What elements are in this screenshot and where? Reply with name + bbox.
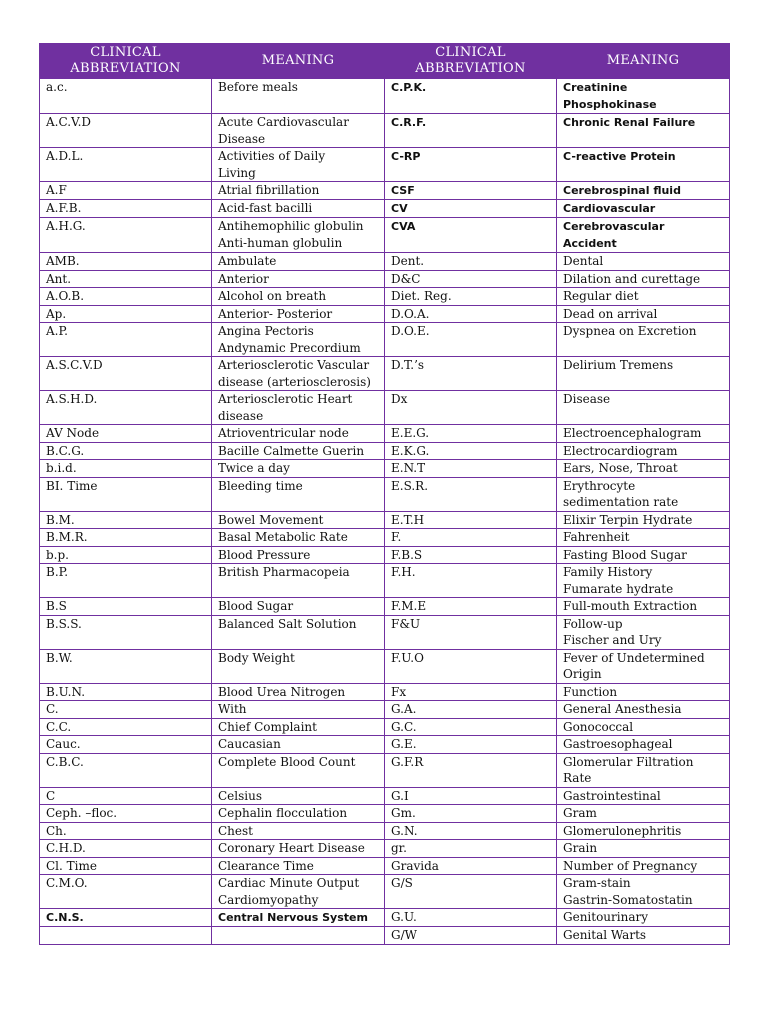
abbreviation-right-cell: gr. (385, 840, 557, 858)
meaning-right-cell: Disease (557, 391, 730, 425)
table-row (40, 218, 730, 253)
abbreviation-right-cell: F.B.S (385, 546, 557, 564)
meaning-left-cell: Bowel Movement (212, 511, 385, 529)
meaning-left-cell: Chest (212, 822, 385, 840)
meaning-right-cell: Dead on arrival (557, 305, 730, 323)
abbreviation-left-cell: B.W. (40, 649, 212, 683)
abbreviation-right-cell: G.E. (385, 736, 557, 754)
abbreviation-right-cell: C.R.F. (385, 114, 557, 148)
abbreviation-right-cell: F&U (385, 615, 557, 649)
abbreviation-left-cell: Ant. (40, 270, 212, 288)
meaning-left-cell: Acid-fast bacilli (212, 200, 385, 218)
abbreviation-table (39, 43, 730, 945)
abbreviation-left-cell: C. (40, 701, 212, 719)
table-row (40, 425, 730, 443)
meaning-right-cell: Grain (557, 840, 730, 858)
meaning-left-cell: Activities of Daily Living (212, 148, 385, 182)
table-row (40, 288, 730, 306)
abbreviation-page (39, 43, 729, 945)
abbreviation-right-cell: Dent. (385, 253, 557, 271)
table-row (40, 148, 730, 182)
abbreviation-right-cell: G.U. (385, 909, 557, 927)
meaning-left-cell: Before meals (212, 79, 385, 114)
table-row (40, 442, 730, 460)
abbreviation-right-cell: G.N. (385, 822, 557, 840)
abbreviation-left-cell: A.F (40, 182, 212, 200)
meaning-left-cell: Blood Urea Nitrogen (212, 683, 385, 701)
meaning-right-cell: Gastrointestinal (557, 787, 730, 805)
table-row (40, 323, 730, 357)
abbreviation-right-cell: E.N.T (385, 460, 557, 478)
abbreviation-right-cell: F.U.O (385, 649, 557, 683)
meaning-right-cell: Gonococcal (557, 718, 730, 736)
meaning-right-cell: Full-mouth Extraction (557, 598, 730, 616)
meaning-right-cell: Genital Warts (557, 927, 730, 945)
abbreviation-left-cell: Cl. Time (40, 857, 212, 875)
meaning-left-cell: Alcohol on breath (212, 288, 385, 306)
table-row (40, 701, 730, 719)
meaning-right-cell: Dental (557, 253, 730, 271)
table-row (40, 477, 730, 511)
header-abbreviation-left: CLINICAL ABBREVIATION (40, 44, 212, 79)
meaning-right-cell: Gram (557, 805, 730, 823)
meaning-left-cell: British Pharmacopeia (212, 564, 385, 598)
meaning-right-cell: Regular diet (557, 288, 730, 306)
meaning-right-cell: Number of Pregnancy (557, 857, 730, 875)
abbreviation-left-cell: B.C.G. (40, 442, 212, 460)
meaning-left-cell: Central Nervous System (212, 909, 385, 927)
abbreviation-left-cell: B.S (40, 598, 212, 616)
abbreviation-right-cell: D&C (385, 270, 557, 288)
table-row (40, 909, 730, 927)
meaning-left-cell: Coronary Heart Disease (212, 840, 385, 858)
header-meaning-left: MEANING (212, 44, 385, 79)
abbreviation-left-cell: BI. Time (40, 477, 212, 511)
abbreviation-left-cell: C.M.O. (40, 875, 212, 909)
meaning-right-cell: Gastroesophageal (557, 736, 730, 754)
abbreviation-right-cell: G.I (385, 787, 557, 805)
abbreviation-right-cell: Fx (385, 683, 557, 701)
meaning-left-cell: Arteriosclerotic Heart disease (212, 391, 385, 425)
meaning-right-cell: Fasting Blood Sugar (557, 546, 730, 564)
abbreviation-right-cell: Gm. (385, 805, 557, 823)
table-row (40, 649, 730, 683)
meaning-left-cell: Basal Metabolic Rate (212, 529, 385, 547)
table-row (40, 182, 730, 200)
abbreviation-left-cell: AMB. (40, 253, 212, 271)
meaning-right-cell: Genitourinary (557, 909, 730, 927)
meaning-right-cell: Electrocardiogram (557, 442, 730, 460)
abbreviation-left-cell: A.C.V.D (40, 114, 212, 148)
meaning-left-cell: Caucasian (212, 736, 385, 754)
meaning-right-cell: Chronic Renal Failure (557, 114, 730, 148)
meaning-right-cell: C-reactive Protein (557, 148, 730, 182)
abbreviation-left-cell: C.H.D. (40, 840, 212, 858)
abbreviation-left-cell: b.p. (40, 546, 212, 564)
meaning-right-cell: Fahrenheit (557, 529, 730, 547)
meaning-left-cell: Celsius (212, 787, 385, 805)
meaning-left-cell: Bacille Calmette Guerin (212, 442, 385, 460)
table-row (40, 511, 730, 529)
abbreviation-right-cell: Dx (385, 391, 557, 425)
meaning-left-cell: Clearance Time (212, 857, 385, 875)
abbreviation-right-cell: F.M.E (385, 598, 557, 616)
abbreviation-left-cell: C (40, 787, 212, 805)
meaning-left-cell: Atrioventricular node (212, 425, 385, 443)
abbreviation-right-cell: E.T.H (385, 511, 557, 529)
meaning-right-cell: Ears, Nose, Throat (557, 460, 730, 478)
meaning-right-cell: Cerebrospinal fluid (557, 182, 730, 200)
meaning-left-cell: With (212, 701, 385, 719)
abbreviation-right-cell: G/S (385, 875, 557, 909)
abbreviation-left-cell: C.B.C. (40, 753, 212, 787)
abbreviation-left-cell: Cauc. (40, 736, 212, 754)
table-row (40, 805, 730, 823)
abbreviation-left-cell: B.U.N. (40, 683, 212, 701)
meaning-left-cell: Blood Pressure (212, 546, 385, 564)
meaning-right-cell: Dyspnea on Excretion (557, 323, 730, 357)
header-abbreviation-right: CLINICAL ABBREVIATION (385, 44, 557, 79)
meaning-left-cell: Body Weight (212, 649, 385, 683)
table-row (40, 822, 730, 840)
meaning-left-cell: Atrial fibrillation (212, 182, 385, 200)
table-row (40, 546, 730, 564)
table-header-row (40, 44, 730, 79)
abbreviation-right-cell: G/W (385, 927, 557, 945)
table-row (40, 529, 730, 547)
meaning-right-cell: Glomerulonephritis (557, 822, 730, 840)
table-row (40, 615, 730, 649)
table-row (40, 270, 730, 288)
abbreviation-left-cell (40, 927, 212, 945)
abbreviation-left-cell: A.P. (40, 323, 212, 357)
abbreviation-right-cell: G.F.R (385, 753, 557, 787)
meaning-right-cell: Delirium Tremens (557, 357, 730, 391)
abbreviation-right-cell: F.H. (385, 564, 557, 598)
abbreviation-left-cell: b.i.d. (40, 460, 212, 478)
abbreviation-right-cell: Gravida (385, 857, 557, 875)
table-row (40, 683, 730, 701)
meaning-right-cell: Function (557, 683, 730, 701)
abbreviation-left-cell: A.D.L. (40, 148, 212, 182)
meaning-right-cell: General Anesthesia (557, 701, 730, 719)
table-row (40, 114, 730, 148)
abbreviation-right-cell: C-RP (385, 148, 557, 182)
table-row (40, 564, 730, 598)
abbreviation-right-cell: D.T.’s (385, 357, 557, 391)
abbreviation-left-cell: C.C. (40, 718, 212, 736)
abbreviation-left-cell: B.M. (40, 511, 212, 529)
meaning-left-cell: Acute Cardiovascular Disease (212, 114, 385, 148)
meaning-left-cell: Bleeding time (212, 477, 385, 511)
table-row (40, 79, 730, 114)
abbreviation-right-cell: E.E.G. (385, 425, 557, 443)
table-row (40, 460, 730, 478)
meaning-left-cell: Twice a day (212, 460, 385, 478)
abbreviation-right-cell: G.A. (385, 701, 557, 719)
table-row (40, 736, 730, 754)
abbreviation-left-cell: Ceph. –floc. (40, 805, 212, 823)
meaning-right-cell: Cardiovascular (557, 200, 730, 218)
abbreviation-right-cell: CVA (385, 218, 557, 253)
abbreviation-right-cell: CSF (385, 182, 557, 200)
meaning-left-cell: Cephalin flocculation (212, 805, 385, 823)
abbreviation-left-cell: A.S.C.V.D (40, 357, 212, 391)
meaning-left-cell: Anterior (212, 270, 385, 288)
meaning-right-cell: Fever of Undetermined Origin (557, 649, 730, 683)
meaning-right-cell: Family History Fumarate hydrate (557, 564, 730, 598)
table-row (40, 753, 730, 787)
table-row (40, 391, 730, 425)
abbreviation-left-cell: a.c. (40, 79, 212, 114)
header-meaning-right: MEANING (557, 44, 730, 79)
abbreviation-left-cell: Ap. (40, 305, 212, 323)
meaning-right-cell: Cerebrovascular Accident (557, 218, 730, 253)
abbreviation-left-cell: B.M.R. (40, 529, 212, 547)
meaning-left-cell: Complete Blood Count (212, 753, 385, 787)
table-row (40, 875, 730, 909)
abbreviation-left-cell: C.N.S. (40, 909, 212, 927)
meaning-left-cell: Ambulate (212, 253, 385, 271)
meaning-left-cell: Arteriosclerotic Vascular disease (arteriosclerosis) (212, 357, 385, 391)
abbreviation-right-cell: C.P.K. (385, 79, 557, 114)
abbreviation-right-cell: F. (385, 529, 557, 547)
meaning-left-cell: Anterior- Posterior (212, 305, 385, 323)
abbreviation-left-cell: Ch. (40, 822, 212, 840)
table-row (40, 598, 730, 616)
meaning-left-cell (212, 927, 385, 945)
abbreviation-left-cell: A.H.G. (40, 218, 212, 253)
meaning-left-cell: Chief Complaint (212, 718, 385, 736)
abbreviation-left-cell: B.P. (40, 564, 212, 598)
abbreviation-right-cell: Diet. Reg. (385, 288, 557, 306)
meaning-left-cell: Antihemophilic globulin Anti-human globulin (212, 218, 385, 253)
meaning-right-cell: Elixir Terpin Hydrate (557, 511, 730, 529)
meaning-right-cell: Dilation and curettage (557, 270, 730, 288)
table-row (40, 787, 730, 805)
meaning-right-cell: Erythrocyte sedimentation rate (557, 477, 730, 511)
table-row (40, 200, 730, 218)
table-row (40, 857, 730, 875)
abbreviation-right-cell: D.O.A. (385, 305, 557, 323)
meaning-left-cell: Angina Pectoris Andynamic Precordium (212, 323, 385, 357)
abbreviation-left-cell: A.O.B. (40, 288, 212, 306)
meaning-left-cell: Cardiac Minute Output Cardiomyopathy (212, 875, 385, 909)
table-body (40, 79, 730, 945)
meaning-left-cell: Balanced Salt Solution (212, 615, 385, 649)
meaning-right-cell: Creatinine Phosphokinase (557, 79, 730, 114)
meaning-right-cell: Gram-stain Gastrin-Somatostatin (557, 875, 730, 909)
table-row (40, 927, 730, 945)
meaning-right-cell: Glomerular Filtration Rate (557, 753, 730, 787)
abbreviation-right-cell: CV (385, 200, 557, 218)
table-row (40, 840, 730, 858)
abbreviation-left-cell: B.S.S. (40, 615, 212, 649)
table-row (40, 253, 730, 271)
table-row (40, 357, 730, 391)
abbreviation-right-cell: E.S.R. (385, 477, 557, 511)
abbreviation-left-cell: AV Node (40, 425, 212, 443)
abbreviation-right-cell: D.O.E. (385, 323, 557, 357)
meaning-right-cell: Follow-up Fischer and Ury (557, 615, 730, 649)
meaning-left-cell: Blood Sugar (212, 598, 385, 616)
meaning-right-cell: Electroencephalogram (557, 425, 730, 443)
abbreviation-left-cell: A.S.H.D. (40, 391, 212, 425)
table-row (40, 718, 730, 736)
table-row (40, 305, 730, 323)
abbreviation-right-cell: G.C. (385, 718, 557, 736)
abbreviation-right-cell: E.K.G. (385, 442, 557, 460)
abbreviation-left-cell: A.F.B. (40, 200, 212, 218)
